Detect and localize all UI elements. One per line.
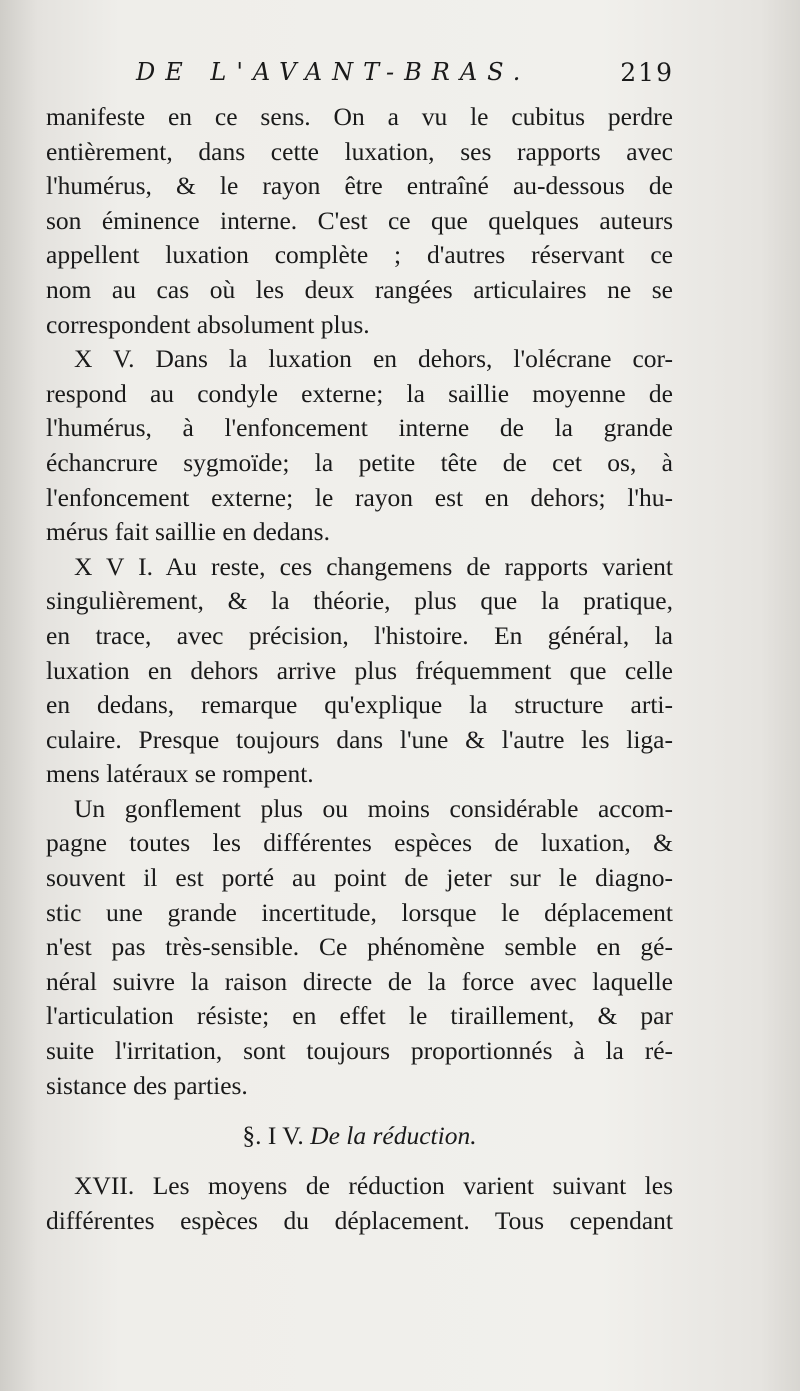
text-line: X V. Dans la luxation en dehors, l'olécrane cor- [74, 344, 673, 374]
text-line: l'humérus, & le rayon être entraîné au-dessous de [46, 171, 673, 201]
text-line: mens latéraux se rompent. [46, 759, 314, 789]
paragraph-1 [46, 100, 673, 342]
section-number: §. I V. [242, 1121, 304, 1151]
paragraph-3 [46, 550, 673, 792]
text-line: appellent luxation complète ; d'autres réservant ce [46, 240, 673, 270]
text-line: entièrement, dans cette luxation, ses rapports avec [46, 136, 673, 166]
text-line: l'humérus, à l'enfoncement interne de la grande [46, 413, 673, 443]
text-line: nom au cas où les deux rangées articulaires ne se [46, 274, 673, 304]
text-line: culaire. Presque toujours dans l'une & l'autre les liga- [46, 724, 673, 754]
text-line: manifeste en ce sens. On a vu le cubitus perdre [46, 102, 673, 131]
body-text [46, 100, 673, 1238]
page-header [48, 58, 674, 94]
text-line: sistance des parties. [46, 1070, 248, 1100]
text-line: luxation en dehors arrive plus fréquemment que celle [46, 655, 673, 685]
text-line: singulièrement, & la théorie, plus que la pratique, [46, 586, 673, 616]
text-line: n'est pas très-sensible. Ce phénomène semble en gé- [46, 932, 673, 962]
text-line: XVII. Les moyens de réduction varient suivant les [74, 1171, 673, 1201]
paragraph-2 [46, 342, 673, 550]
text-line: souvent il est porté au point de jeter sur le diagno- [46, 863, 673, 893]
paragraph-4 [46, 792, 673, 1103]
text-line: en trace, avec précision, l'histoire. En général, la [46, 620, 673, 650]
text-line: néral suivre la raison directe de la force avec laquelle [46, 966, 673, 996]
text-line: l'enfoncement externe; le rayon est en dehors; l'hu- [46, 482, 673, 512]
text-line: différentes espèces du déplacement. Tous cependant [46, 1205, 673, 1235]
running-title: DE L'AVANT-BRAS. [136, 58, 531, 86]
text-line: pagne toutes les différentes espèces de luxation, & [46, 828, 673, 858]
text-line: stic une grande incertitude, lorsque le déplacement [46, 897, 673, 927]
text-line: en dedans, remarque qu'explique la structure arti- [46, 690, 673, 720]
paragraph-5 [46, 1169, 673, 1238]
text-line: respond au condyle externe; la saillie moyenne de [46, 378, 673, 408]
text-line: échancrure sygmoïde; la petite tête de cet os, à [46, 447, 673, 477]
text-line: l'articulation résiste; en effet le tiraillement, & par [46, 1001, 673, 1031]
section-title: De la réduction. [310, 1121, 477, 1151]
text-line: mérus fait saillie en dedans. [46, 517, 330, 547]
text-line: son éminence interne. C'est ce que quelques auteurs [46, 205, 673, 235]
section-heading [46, 1109, 673, 1163]
text-line: Un gonflement plus ou moins considérable accom- [74, 793, 673, 823]
page-number: 219 [620, 58, 674, 87]
text-line: correspondent absolument plus. [46, 309, 370, 339]
text-line: suite l'irritation, sont toujours proportionnés à la ré- [46, 1036, 673, 1066]
text-line: X V I. Au reste, ces changemens de rapports varient [74, 551, 673, 581]
